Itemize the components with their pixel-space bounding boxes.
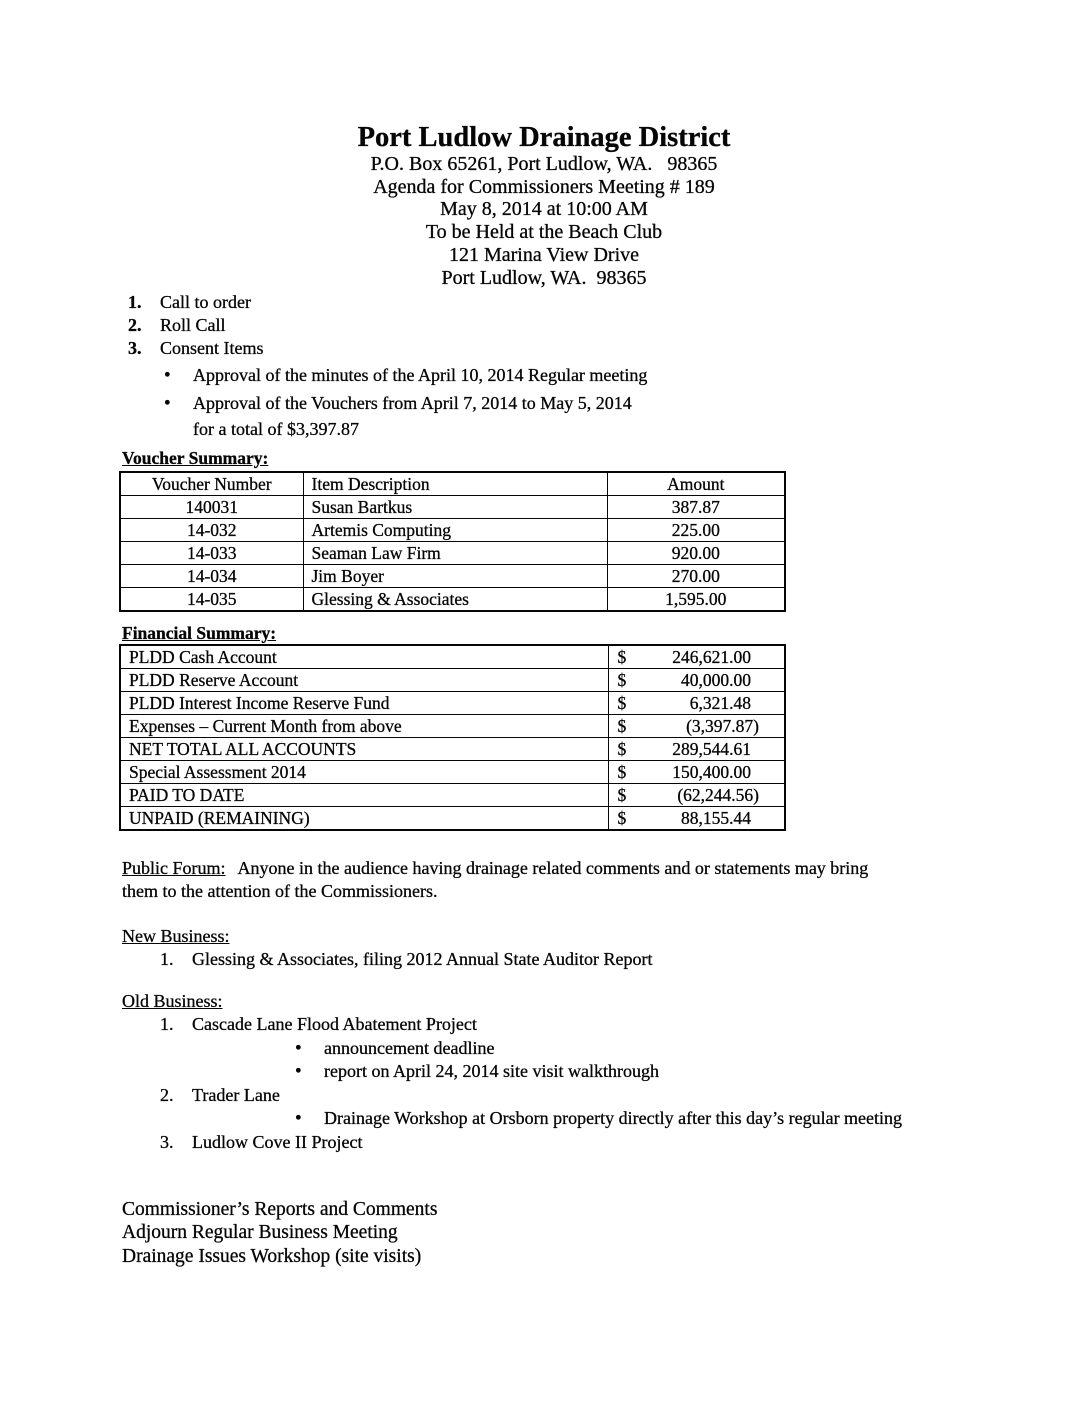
- voucher-number-cell: 14-032: [120, 519, 303, 542]
- item-text: Trader Lane: [192, 1084, 280, 1105]
- voucher-summary-heading: Voucher Summary:: [122, 448, 269, 469]
- item-text: Ludlow Cove II Project: [192, 1131, 363, 1152]
- header-street-line: 121 Marina View Drive: [448, 243, 640, 266]
- table-row: [120, 761, 785, 784]
- amount-cell: [608, 645, 785, 669]
- bullet-text: [193, 390, 632, 443]
- account-label-cell: PLDD Interest Income Reserve Fund: [120, 692, 608, 715]
- agenda-item-call-to-order: [122, 291, 978, 314]
- list-item: [122, 1060, 978, 1084]
- document-body: [122, 291, 978, 1268]
- currency-symbol: $: [617, 669, 627, 690]
- item-text: Call to order: [160, 292, 251, 313]
- item-description-cell: Susan Bartkus: [303, 496, 607, 519]
- amount-value: (62,244.56): [677, 784, 759, 805]
- header-address-line: P.O. Box 65261, Port Ludlow, WA. 98365: [370, 153, 718, 175]
- header-venue-line: To be Held at the Beach Club: [425, 221, 663, 244]
- account-label-cell: UNPAID (REMAINING): [120, 807, 608, 831]
- item-number: 3.: [128, 338, 142, 359]
- closing-line-workshop: Drainage Issues Workshop (site visits): [122, 1245, 422, 1267]
- new-business-item: [122, 948, 978, 971]
- amount-cell: 225.00: [607, 519, 785, 542]
- table-row: [120, 738, 785, 761]
- table-header-row: [120, 472, 785, 496]
- bullet-icon: [295, 1060, 324, 1084]
- bullet-text: Drainage Workshop at Orsborn property directly after this day’s regular meeting: [324, 1108, 903, 1129]
- item-description-cell: Seaman Law Firm: [303, 542, 607, 565]
- amount-value: 289,544.61: [672, 738, 751, 759]
- currency-symbol: $: [617, 692, 627, 713]
- item-number: 1.: [128, 292, 142, 313]
- column-header-amount: Amount: [607, 472, 785, 496]
- public-forum-paragraph: [122, 857, 978, 903]
- closing-line-adjourn: Adjourn Regular Business Meeting: [122, 1222, 398, 1244]
- new-business-heading: New Business:: [122, 926, 230, 947]
- table-row: [120, 715, 785, 738]
- old-business-heading: Old Business:: [122, 991, 223, 1012]
- document-header: [0, 0, 1088, 289]
- item-number: 3.: [160, 1131, 174, 1152]
- account-label-cell: Expenses – Current Month from above: [120, 715, 608, 738]
- amount-value: (3,397.87): [686, 715, 759, 736]
- amount-cell: [608, 784, 785, 807]
- item-description-cell: Jim Boyer: [303, 565, 607, 588]
- currency-symbol: $: [617, 761, 627, 782]
- account-label-cell: NET TOTAL ALL ACCOUNTS: [120, 738, 608, 761]
- bullet-icon: [295, 1037, 324, 1061]
- voucher-number-cell: 14-035: [120, 588, 303, 612]
- item-description-cell: Glessing & Associates: [303, 588, 607, 612]
- item-text: Glessing & Associates, filing 2012 Annual State Auditor Report: [192, 949, 653, 970]
- table-row: [120, 519, 785, 542]
- consent-bullet-list: [122, 362, 978, 442]
- item-text: Consent Items: [160, 338, 264, 359]
- amount-cell: 387.87: [607, 496, 785, 519]
- public-forum-text-line1: Anyone in the audience having drainage related comments and or statements may bring: [237, 858, 869, 879]
- bullet-icon: [164, 362, 193, 389]
- financial-summary-heading: Financial Summary:: [122, 623, 277, 644]
- public-forum-label: Public Forum:: [122, 858, 226, 879]
- account-label-cell: PAID TO DATE: [120, 784, 608, 807]
- header-datetime-line: May 8, 2014 at 10:00 AM: [440, 198, 648, 221]
- table-row: [120, 645, 785, 669]
- amount-value: 88,155.44: [681, 807, 751, 828]
- amount-cell: [608, 738, 785, 761]
- currency-symbol: $: [617, 807, 627, 828]
- currency-symbol: $: [617, 738, 627, 759]
- bullet-icon: [295, 1107, 324, 1131]
- voucher-number-cell: 14-033: [120, 542, 303, 565]
- voucher-summary-table: [119, 471, 786, 612]
- amount-value: 40,000.00: [681, 669, 751, 690]
- list-item: [122, 390, 978, 443]
- amount-cell: 1,595.00: [607, 588, 785, 612]
- agenda-list: [122, 291, 978, 442]
- account-label-cell: Special Assessment 2014: [120, 761, 608, 784]
- item-text: Cascade Lane Flood Abatement Project: [192, 1014, 477, 1035]
- bullet-text-line2: for a total of $3,397.87: [193, 418, 359, 439]
- table-row: [120, 588, 785, 612]
- table-row: [120, 565, 785, 588]
- column-header-item-description: Item Description: [303, 472, 607, 496]
- item-text: Roll Call: [160, 315, 226, 336]
- closing-line-reports: Commissioner’s Reports and Comments: [122, 1199, 438, 1221]
- old-business-item-trader-lane: [122, 1084, 978, 1108]
- old-business-section: [122, 990, 978, 1154]
- bullet-text: announcement deadline: [324, 1037, 495, 1058]
- list-item: [122, 362, 978, 389]
- amount-cell: [608, 715, 785, 738]
- amount-cell: 270.00: [607, 565, 785, 588]
- table-row: [120, 692, 785, 715]
- new-business-section: [122, 925, 978, 971]
- old-business-item-ludlow-cove: [122, 1131, 978, 1155]
- amount-value: 150,400.00: [672, 761, 751, 782]
- account-label-cell: PLDD Cash Account: [120, 645, 608, 669]
- item-description-cell: Artemis Computing: [303, 519, 607, 542]
- voucher-number-cell: 140031: [120, 496, 303, 519]
- bullet-text: Approval of the minutes of the April 10, 2014 Regular meeting: [193, 365, 648, 386]
- item-number: 1.: [160, 949, 174, 970]
- voucher-number-cell: 14-034: [120, 565, 303, 588]
- amount-cell: [608, 692, 785, 715]
- bullet-text: report on April 24, 2014 site visit walkthrough: [324, 1061, 659, 1082]
- list-item: [122, 1037, 978, 1061]
- table-row: [120, 496, 785, 519]
- header-city-line: Port Ludlow, WA. 98365: [441, 266, 647, 289]
- table-row: [120, 784, 785, 807]
- amount-value: 6,321.48: [689, 692, 751, 713]
- public-forum-text-line2: them to the attention of the Commissioners.: [122, 881, 438, 902]
- currency-symbol: $: [617, 715, 627, 736]
- bullet-text-line1: Approval of the Vouchers from April 7, 2014 to May 5, 2014: [193, 392, 632, 413]
- amount-cell: 920.00: [607, 542, 785, 565]
- currency-symbol: $: [617, 784, 627, 805]
- page-title: Port Ludlow Drainage District: [357, 122, 731, 153]
- account-label-cell: PLDD Reserve Account: [120, 669, 608, 692]
- currency-symbol: $: [617, 646, 627, 667]
- agenda-item-roll-call: [122, 314, 978, 337]
- old-business-item-cascade-lane: [122, 1013, 978, 1037]
- header-agenda-line: Agenda for Commissioners Meeting # 189: [373, 175, 715, 198]
- closing-block: [122, 1198, 978, 1268]
- item-number: 1.: [160, 1014, 174, 1035]
- amount-cell: [608, 761, 785, 784]
- list-item: [122, 1107, 978, 1131]
- table-row: [120, 807, 785, 831]
- table-row: [120, 542, 785, 565]
- amount-value: 246,621.00: [672, 646, 751, 667]
- bullet-icon: [164, 390, 193, 443]
- item-number: 2.: [160, 1084, 174, 1105]
- amount-cell: [608, 669, 785, 692]
- table-row: [120, 669, 785, 692]
- financial-summary-table: [119, 644, 786, 831]
- agenda-item-consent-items: [122, 337, 978, 360]
- column-header-voucher-number: Voucher Number: [120, 472, 303, 496]
- item-number: 2.: [128, 315, 142, 336]
- amount-cell: [608, 807, 785, 831]
